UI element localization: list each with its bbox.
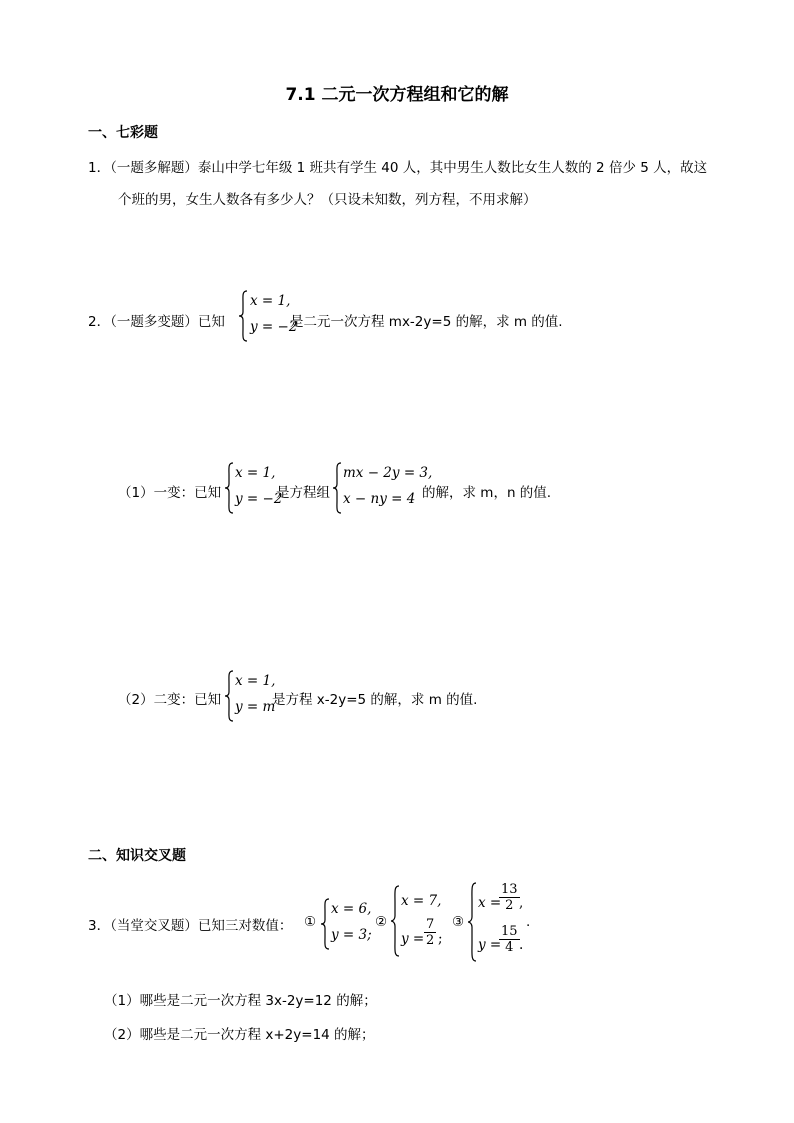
system-row-1: x = 1, xyxy=(235,673,276,689)
system-row-1: x = 6, xyxy=(331,901,372,917)
marker-3: ③ xyxy=(452,914,465,930)
question-2-1-system-a xyxy=(224,462,283,514)
system-row-2: y = −2 xyxy=(250,319,298,335)
question-1-line-1: 1．（一题多解题）泰山中学七年级 1 班共有学生 40 人，其中男生人数比女生人数的 2 倍少 5 人，故这 xyxy=(88,160,708,176)
section-heading-1: 一、七彩题 xyxy=(88,125,158,141)
fraction-15-over-4 xyxy=(499,924,520,955)
fraction-13-over-2 xyxy=(499,882,520,913)
left-brace-icon xyxy=(224,670,234,722)
question-3-end: . xyxy=(526,914,531,930)
section-heading-2: 二、知识交叉题 xyxy=(88,848,186,864)
question-2-2-suffix: 是方程 x-2y=5 的解，求 m 的值. xyxy=(272,692,478,708)
question-3-system-2 xyxy=(390,885,444,957)
system-row-1: x = 7, xyxy=(401,893,442,909)
question-2-1-prefix: （1）一变：已知 xyxy=(118,485,222,501)
fraction-numerator: 7 xyxy=(426,917,435,932)
marker-1: ① xyxy=(304,914,317,930)
system-row-2-tail: ; xyxy=(438,931,443,947)
fraction-numerator: 13 xyxy=(501,882,518,897)
fraction-denominator: 4 xyxy=(505,940,514,955)
system-row-2: x − ny = 4 xyxy=(343,491,416,507)
question-3-system-1 xyxy=(320,898,370,950)
question-2-1-suffix: 的解，求 m，n 的值. xyxy=(422,485,552,501)
left-brace-icon xyxy=(224,462,234,514)
system-row-1-left: x = xyxy=(478,895,502,911)
system-row-2-left: y = xyxy=(478,937,502,953)
question-1-line-2: 个班的男，女生人数各有多少人？（只设未知数，列方程，不用求解） xyxy=(118,192,537,208)
question-2-prefix: 2．（一题多变题）已知 xyxy=(88,314,225,330)
question-2-suffix: 是二元一次方程 mx-2y=5 的解，求 m 的值. xyxy=(290,314,563,330)
system-row-1-tail: , xyxy=(519,895,524,911)
left-brace-icon xyxy=(320,898,330,950)
question-3-prefix: 3．（当堂交叉题）已知三对数值： xyxy=(88,918,293,934)
system-row-1: x = 1, xyxy=(250,293,291,309)
fraction-denominator: 2 xyxy=(426,933,435,948)
question-3-sub-1: （1）哪些是二元一次方程 3x-2y=12 的解； xyxy=(104,993,377,1009)
question-2-system xyxy=(238,290,298,342)
question-2-2-system xyxy=(224,670,274,722)
question-3-sub-2: （2）哪些是二元一次方程 x+2y=14 的解； xyxy=(104,1027,375,1043)
system-row-2: y = m xyxy=(235,699,276,715)
fraction-denominator: 2 xyxy=(505,898,514,913)
left-brace-icon xyxy=(332,462,342,514)
system-row-2: y = 3; xyxy=(331,927,372,943)
question-3-system-3 xyxy=(467,882,533,962)
system-row-2-tail: . xyxy=(519,937,524,953)
question-2-2-prefix: （2）二变：已知 xyxy=(118,692,222,708)
system-row-1: x = 1, xyxy=(235,465,276,481)
marker-2: ② xyxy=(375,914,388,930)
left-brace-icon xyxy=(238,290,248,342)
question-2-1-middle: 是方程组 xyxy=(276,485,330,501)
system-row-2-left: y = xyxy=(401,931,425,947)
fraction-7-over-2 xyxy=(424,917,436,948)
fraction-numerator: 15 xyxy=(501,924,518,939)
system-row-1: mx − 2y = 3, xyxy=(343,465,433,481)
left-brace-icon xyxy=(467,882,477,962)
left-brace-icon xyxy=(390,885,400,957)
system-row-2: y = −2 xyxy=(235,491,283,507)
question-2-1-system-b xyxy=(332,462,433,514)
page-title: 7.1 二元一次方程组和它的解 xyxy=(285,85,509,105)
